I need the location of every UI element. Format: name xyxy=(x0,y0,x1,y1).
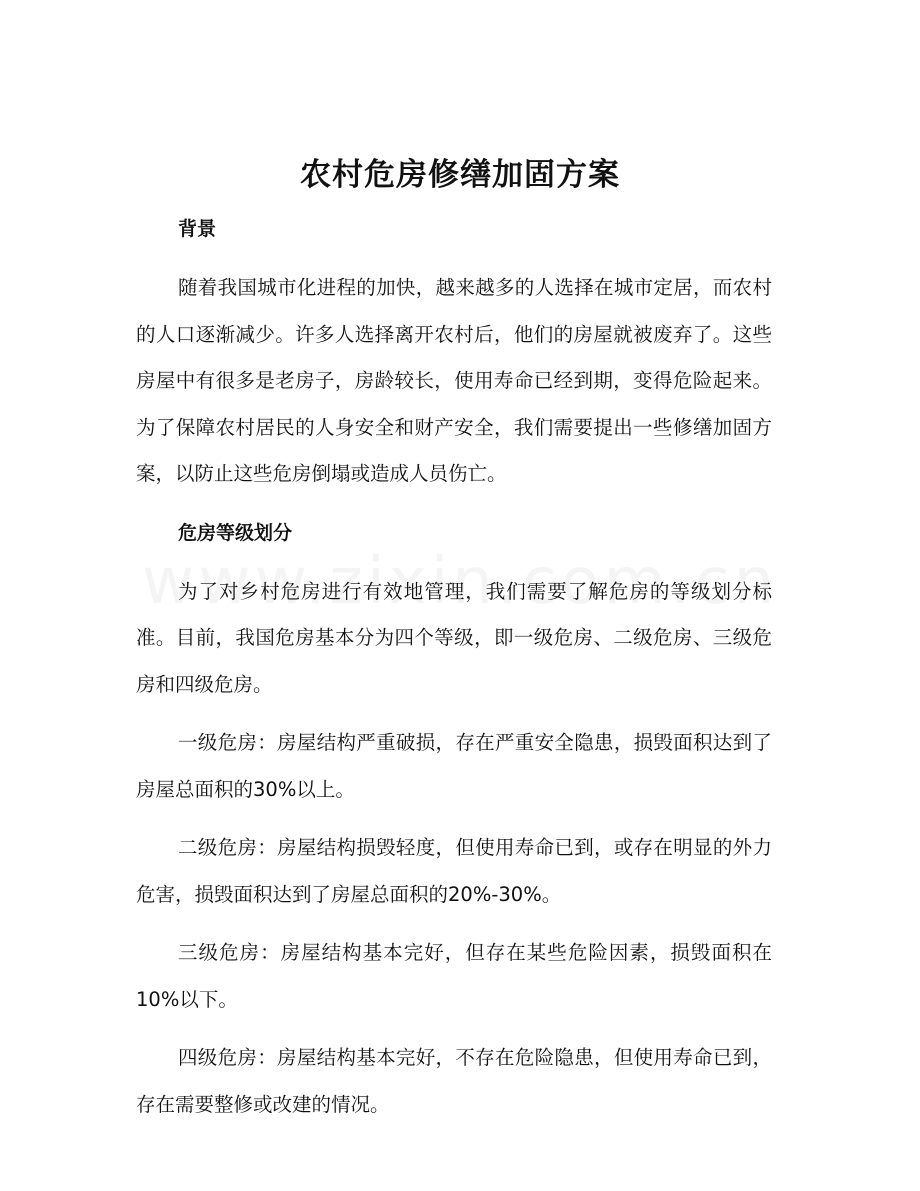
grade-level-1-paragraph: 一级危房：房屋结构严重破损，存在严重安全隐患，损毁面积达到了房屋总面积的30%以上。 xyxy=(136,731,772,801)
grading-intro-paragraph: 为了对乡村危房进行有效地管理，我们需要了解危房的等级划分标准。目前，我国危房基本分为四个等级，即一级危房、二级危房、三级危房和四级危房。 xyxy=(136,579,772,696)
document-title: 农村危房修缮加固方案 xyxy=(300,157,620,193)
section-heading-background: 背景 xyxy=(178,218,217,240)
grade-level-3-paragraph: 三级危房：房屋结构基本完好，但存在某些危险因素，损毁面积在10%以下。 xyxy=(136,941,772,1011)
section-heading-grading: 危房等级划分 xyxy=(178,521,293,544)
grade-level-2-paragraph: 二级危房：房屋结构损毁轻度，但使用寿命已到，或存在明显的外力危害，损毁面积达到了房屋总面积的20%-30%。 xyxy=(136,836,772,906)
background-paragraph: 随着我国城市化进程的加快，越来越多的人选择在城市定居，而农村的人口逐渐减少。许多人选择离开农村后，他们的房屋就被废弃了。这些房屋中有很多是老房子，房龄较长，使用寿命已经到期，变得危险起来。为了保障农村居民的人身安全和财产安全，我们需要提出一些修缮加固方案，以防止这些危房倒塌或造成人员伤亡。 xyxy=(136,276,772,485)
grade-level-4-paragraph: 四级危房：房屋结构基本完好，不存在危险隐患，但使用寿命已到，存在需要整修或改建的情况。 xyxy=(136,1046,772,1116)
document-body xyxy=(136,206,772,1128)
